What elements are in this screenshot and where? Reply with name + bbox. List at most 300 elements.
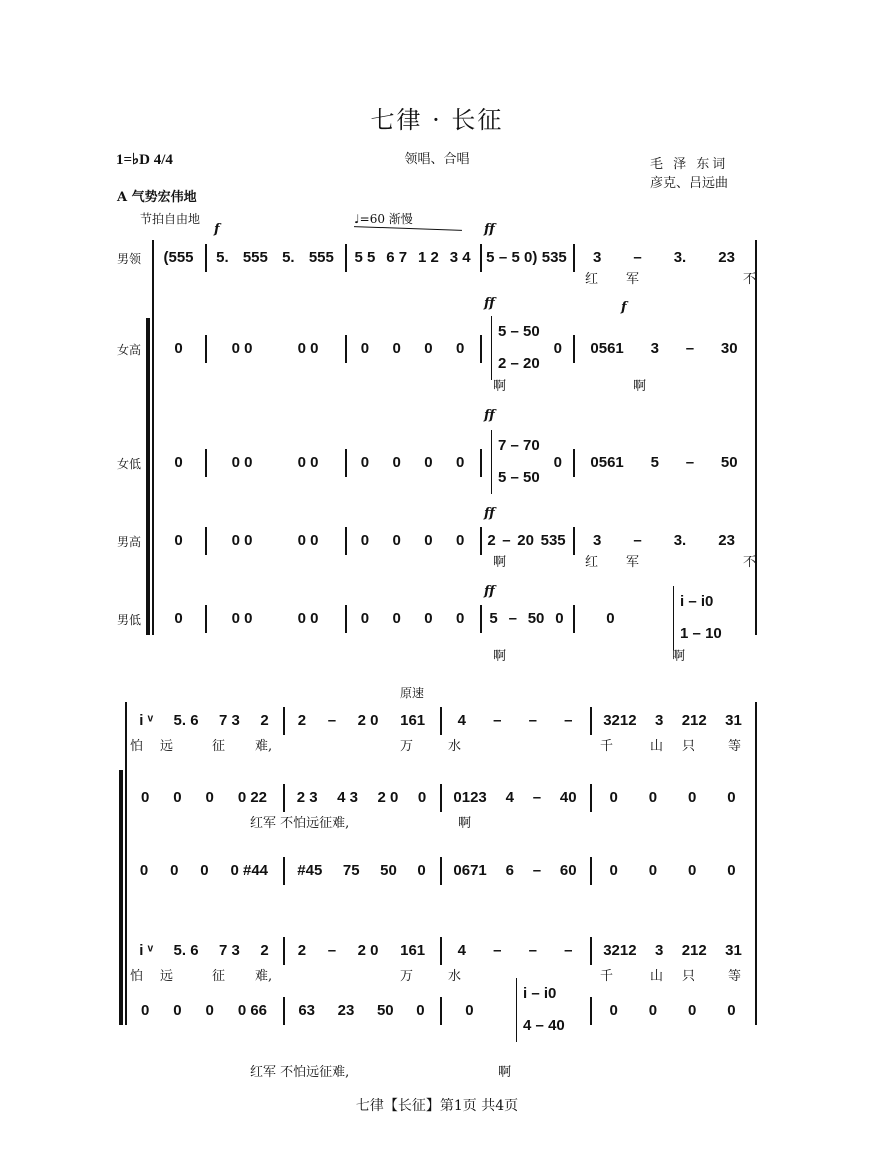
barline: [480, 335, 482, 363]
measure: [444, 935, 586, 965]
measure: [484, 323, 569, 372]
lyric: 啊: [458, 816, 472, 831]
note-group: 161: [400, 941, 426, 959]
measure: [129, 782, 279, 812]
note-group: 5 – 50: [497, 323, 540, 340]
note-group: 0671: [453, 861, 487, 879]
note-group: 0: [455, 609, 465, 627]
barline: [590, 937, 592, 965]
chord-stack: [491, 316, 540, 380]
note-group: 5.: [282, 248, 295, 266]
note-group: 0: [727, 788, 736, 806]
barline: [345, 335, 347, 363]
lyric: 水: [448, 969, 462, 984]
note-group: –: [498, 248, 508, 266]
note-group: 2: [260, 941, 269, 959]
note-group: 75: [342, 861, 360, 879]
note-group: –: [564, 711, 573, 729]
note-group: –: [528, 941, 537, 959]
note-group: –: [327, 711, 337, 729]
note-group: 0 #44: [230, 861, 269, 879]
lyric: 红: [585, 555, 599, 570]
note-group: 3: [593, 531, 602, 549]
note-group: 0 22: [237, 788, 268, 806]
measure: [577, 525, 751, 555]
lyric: 山: [650, 969, 664, 984]
note-group: i – i0: [680, 593, 714, 610]
measure: [209, 242, 341, 272]
note-group: 0: [392, 453, 401, 471]
note-group: i – i0: [523, 985, 557, 1002]
barline: [573, 449, 575, 477]
lyric: 千: [600, 739, 614, 754]
lyric: 征: [212, 739, 226, 754]
note-group: 5: [489, 609, 498, 627]
note-group: 0: [687, 1001, 697, 1019]
note-group: 212: [681, 941, 707, 959]
note-group: 0: [360, 339, 370, 357]
note-group: 5. 6: [173, 941, 199, 959]
note-group: 0: [174, 609, 183, 627]
barline: [590, 707, 592, 735]
note-group: 3: [593, 248, 602, 266]
barline: [283, 857, 285, 885]
part-label: 男低: [117, 613, 142, 627]
barline: [480, 527, 482, 555]
note-group: 161: [400, 711, 426, 729]
part-label: 女低: [117, 457, 142, 471]
measure: [156, 525, 201, 555]
measure: [349, 333, 476, 363]
lyricist: 毛 泽 东词: [650, 157, 729, 172]
choir-bracket: [119, 770, 123, 1025]
note-group: 1 – 10: [680, 625, 722, 642]
measure: [594, 935, 751, 965]
note-group: 555: [308, 248, 334, 266]
lyric: 只: [682, 969, 696, 984]
note-group: 0: [205, 788, 214, 806]
barline: [480, 605, 482, 633]
note-group: 0: [455, 453, 465, 471]
note-group: 4 – 40: [523, 1017, 565, 1034]
barline: [573, 605, 575, 633]
barline: [345, 605, 347, 633]
barline: [205, 449, 207, 477]
note-group: 0: [174, 453, 183, 471]
barline: [152, 240, 154, 635]
lyric: 军: [626, 555, 640, 570]
note-group: 0: [392, 339, 401, 357]
note-group: 0: [139, 861, 149, 879]
note-group: 5 0): [511, 248, 538, 266]
note-group: 5 5: [354, 248, 376, 266]
barline: [573, 335, 575, 363]
barline: [590, 997, 592, 1025]
barline: [283, 997, 285, 1025]
measure: [594, 995, 751, 1025]
dynamic-ff: ff: [484, 506, 495, 521]
dynamic-ff: ff: [484, 584, 495, 599]
note-group: 23: [718, 248, 735, 266]
measure: [209, 333, 341, 363]
note-group: 2: [487, 531, 496, 549]
note-group: 212: [681, 711, 707, 729]
note-group: 2 0: [357, 941, 379, 959]
chord-stack: [673, 586, 722, 650]
note-group: 3.: [673, 531, 687, 549]
note-group: 31: [725, 711, 742, 729]
note-group: 2: [260, 711, 269, 729]
barline: [440, 707, 442, 735]
part-label: 女高: [117, 343, 142, 357]
lyric: 啊: [672, 649, 686, 664]
barline: [440, 784, 442, 812]
measure: [594, 855, 751, 885]
measure: [349, 525, 476, 555]
note-group: 1 2: [417, 248, 439, 266]
note-group: 4: [457, 941, 466, 959]
note-group: 0: [174, 531, 183, 549]
note-group: –: [633, 248, 642, 266]
note-group: 50: [527, 609, 545, 627]
note-group: 0: [360, 531, 370, 549]
note-group: 0 66: [237, 1001, 268, 1019]
measure: [156, 242, 201, 272]
note-group: 5 – 50: [497, 469, 540, 486]
measure: [484, 603, 569, 633]
measure: [156, 333, 201, 363]
lyric: 征: [212, 969, 226, 984]
note-group: 0 0: [231, 453, 253, 471]
barline: [345, 244, 347, 272]
note-group: 0123: [453, 788, 487, 806]
barline: [345, 240, 347, 635]
song-title: 七律 · 长征: [370, 106, 504, 134]
note-group: 0: [465, 1001, 474, 1019]
note-group: 0 0: [231, 531, 253, 549]
note-group: 0: [140, 1001, 150, 1019]
note-group: 0561: [590, 339, 624, 357]
note-group: 2 – 20: [497, 355, 540, 372]
note-group: 4: [505, 788, 514, 806]
note-group: 0: [609, 788, 618, 806]
measure: [577, 242, 751, 272]
note-group: 0: [424, 339, 433, 357]
barline: [440, 937, 442, 965]
measure: [444, 782, 586, 812]
note-group: 0: [417, 788, 427, 806]
measure: [577, 333, 751, 363]
lyric: 万: [400, 969, 414, 984]
note-group: –: [564, 941, 573, 959]
note-group: –: [493, 941, 502, 959]
note-group: 0 0: [297, 339, 319, 357]
composer: 彦克、吕远曲: [650, 176, 729, 191]
barline: [573, 527, 575, 555]
note-group: 2 0: [377, 788, 399, 806]
note-group: 40: [559, 788, 577, 806]
measure: [287, 782, 436, 812]
page-footer: 七律【长征】第1页 共4页: [355, 1098, 519, 1114]
measure: [349, 603, 476, 633]
tempo-mark: ♩=60 渐慢: [354, 212, 413, 226]
measure: [444, 985, 586, 1034]
note-group: 0: [424, 609, 433, 627]
lyric: 难,: [255, 739, 273, 754]
chord-stack: [491, 430, 540, 494]
note-group: 0: [727, 1001, 736, 1019]
measure: [129, 935, 279, 965]
barline: [480, 449, 482, 477]
barline: [205, 335, 207, 363]
barline: [205, 244, 207, 272]
lyric: 山: [650, 739, 664, 754]
note-group: 5. 6: [173, 711, 199, 729]
measure: [594, 782, 751, 812]
measure: [444, 705, 586, 735]
barline: [590, 784, 592, 812]
dynamic-ff: ff: [484, 222, 495, 237]
lyric: 等: [728, 969, 742, 984]
note-group: 7 3: [219, 711, 240, 729]
lyric: 怕: [130, 969, 144, 984]
measure: [444, 855, 586, 885]
lyric: 水: [448, 739, 462, 754]
lyric: 远: [160, 969, 174, 984]
lyric: 不: [743, 555, 757, 570]
note-group: 3: [654, 941, 664, 959]
measure: [156, 447, 201, 477]
note-group: 0: [416, 1001, 425, 1019]
note-group: –: [508, 609, 517, 627]
measure: [577, 593, 751, 642]
note-group: 3 4: [449, 248, 471, 266]
measure: [129, 995, 279, 1025]
note-group: 0: [727, 861, 736, 879]
lyric: 啊: [633, 379, 647, 394]
choir-bracket: [146, 318, 150, 635]
lyric: 不: [743, 272, 757, 287]
note-group: –: [532, 861, 542, 879]
tempo-return: 原速: [400, 686, 425, 700]
note-group: 4: [457, 711, 466, 729]
note-group: 0: [648, 1001, 658, 1019]
note-group: 0: [555, 609, 564, 627]
chord-stack: [516, 978, 565, 1042]
note-group: 0: [648, 788, 658, 806]
lyric: 啊: [493, 555, 507, 570]
note-group: 63: [298, 1001, 315, 1019]
note-group: 0 0: [297, 531, 319, 549]
note-group: i ᵛ: [139, 711, 154, 729]
lyric: 难,: [255, 969, 273, 984]
dynamic-ff: ff: [484, 408, 495, 423]
lyric: 啊: [493, 379, 507, 394]
note-group: –: [502, 531, 511, 549]
part-label: 男高: [117, 535, 142, 549]
note-group: 4 3: [337, 788, 358, 806]
barline: [125, 702, 127, 1025]
measure: [209, 447, 341, 477]
barline: [755, 240, 757, 635]
note-group: 0: [553, 339, 563, 357]
barline: [283, 784, 285, 812]
note-group: 0: [174, 339, 183, 357]
lyric: 远: [160, 739, 174, 754]
note-group: 2: [297, 711, 307, 729]
note-group: i ᵛ: [139, 941, 154, 959]
measure: [349, 242, 476, 272]
note-group: 2 3: [296, 788, 318, 806]
note-group: 0: [606, 609, 615, 627]
note-group: (555: [163, 248, 194, 266]
lyric: 千: [600, 969, 614, 984]
lyric: 怕: [130, 739, 144, 754]
part-label: 男领: [117, 252, 142, 266]
note-group: 0: [360, 453, 370, 471]
dynamic-ff: ff: [484, 296, 495, 311]
note-group: 0: [687, 861, 697, 879]
barline: [755, 702, 757, 1025]
measure: [577, 447, 751, 477]
measure: [156, 603, 201, 633]
note-group: 0: [424, 531, 433, 549]
note-group: 7 – 70: [497, 437, 540, 454]
note-group: 0: [455, 531, 465, 549]
note-group: 5: [650, 453, 659, 471]
lyric: 万: [400, 739, 414, 754]
barline: [345, 449, 347, 477]
measure: [129, 855, 279, 885]
section-marker: A 气势宏伟地: [117, 190, 197, 205]
note-group: 0: [455, 339, 465, 357]
barline: [573, 244, 575, 272]
note-group: 50: [376, 1001, 394, 1019]
lyric: 啊: [498, 1065, 512, 1080]
note-group: 0: [392, 531, 401, 549]
measure: [484, 437, 569, 486]
note-group: 0: [392, 609, 401, 627]
measure: [349, 447, 476, 477]
note-group: 0: [417, 861, 426, 879]
measure: [287, 995, 436, 1025]
note-group: 6: [505, 861, 514, 879]
lyric: 红: [585, 272, 599, 287]
note-group: 31: [725, 941, 742, 959]
note-group: 23: [337, 1001, 355, 1019]
measure: [484, 242, 569, 272]
note-group: 3: [654, 711, 664, 729]
barline: [440, 997, 442, 1025]
measure: [594, 705, 751, 735]
lyric: 红军 不怕远征难,: [250, 816, 350, 831]
measure: [287, 935, 436, 965]
barline: [440, 857, 442, 885]
barline: [573, 240, 575, 635]
note-group: 0: [173, 788, 182, 806]
note-group: #45: [297, 861, 323, 879]
note-group: 0: [553, 453, 563, 471]
note-group: 2 0: [357, 711, 379, 729]
note-group: 5.: [216, 248, 229, 266]
lyric: 等: [728, 739, 742, 754]
note-group: 50: [720, 453, 738, 471]
note-group: 0: [648, 861, 658, 879]
tempo-free: 节拍自由地: [140, 212, 201, 226]
note-group: –: [685, 339, 695, 357]
barline: [205, 240, 207, 635]
note-group: –: [532, 788, 542, 806]
measure: [129, 705, 279, 735]
note-group: 6 7: [386, 248, 408, 266]
note-group: 0: [360, 609, 370, 627]
barline: [283, 707, 285, 735]
note-group: 0: [205, 1001, 214, 1019]
note-group: 0: [424, 453, 433, 471]
note-group: 20: [517, 531, 534, 549]
barline: [345, 527, 347, 555]
note-group: 0: [173, 1001, 182, 1019]
measure: [287, 855, 436, 885]
measure: [209, 525, 341, 555]
barline: [283, 937, 285, 965]
note-group: 3212: [603, 941, 637, 959]
note-group: 5: [486, 248, 495, 266]
lyric: 军: [626, 272, 640, 287]
note-group: 23: [718, 531, 735, 549]
dynamic-f: f: [621, 300, 627, 315]
note-group: 7 3: [219, 941, 240, 959]
lyric: 啊: [493, 649, 507, 664]
barline: [480, 244, 482, 272]
barline: [590, 857, 592, 885]
note-group: 0561: [590, 453, 624, 471]
performance-form: 领唱、合唱: [404, 152, 470, 167]
note-group: 30: [720, 339, 738, 357]
measure: [209, 603, 341, 633]
note-group: –: [685, 453, 695, 471]
note-group: 50: [380, 861, 397, 879]
note-group: 2: [297, 941, 307, 959]
note-group: –: [633, 531, 642, 549]
note-group: 555: [242, 248, 268, 266]
barline: [205, 605, 207, 633]
key-signature: 1=♭D 4/4: [116, 152, 173, 168]
note-group: 3.: [673, 248, 687, 266]
note-group: 0: [687, 788, 697, 806]
note-group: 0: [609, 1001, 618, 1019]
lyric: 红军 不怕远征难,: [250, 1065, 350, 1080]
note-group: –: [528, 711, 537, 729]
lyric: 只: [682, 739, 696, 754]
note-group: 3212: [603, 711, 637, 729]
note-group: 0 0: [231, 339, 253, 357]
note-group: 60: [559, 861, 577, 879]
note-group: 0: [200, 861, 209, 879]
barline: [205, 527, 207, 555]
note-group: 0 0: [231, 609, 253, 627]
note-group: –: [493, 711, 502, 729]
note-group: –: [327, 941, 337, 959]
note-group: 535: [540, 531, 566, 549]
note-group: 0: [609, 861, 618, 879]
note-group: 0: [140, 788, 150, 806]
barline: [480, 240, 482, 635]
note-group: 535: [541, 248, 567, 266]
note-group: 0: [170, 861, 179, 879]
note-group: 0 0: [297, 453, 319, 471]
note-group: 0 0: [297, 609, 319, 627]
